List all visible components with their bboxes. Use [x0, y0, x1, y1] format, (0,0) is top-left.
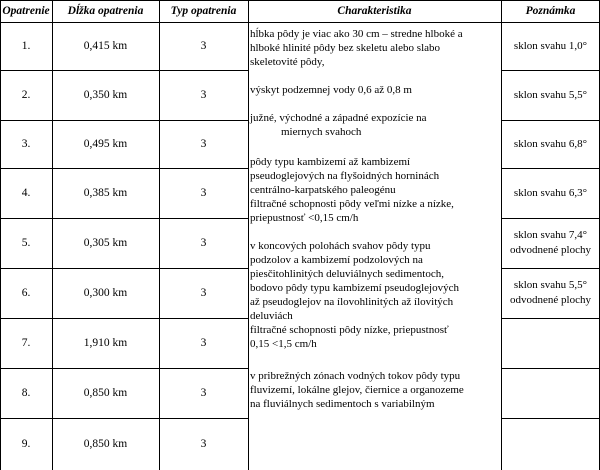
grid-hline: [501, 218, 600, 219]
header-opatrenie: Opatrenie: [2, 5, 50, 17]
row-note: [501, 218, 600, 268]
header-typ: Typ opatrenia: [170, 5, 237, 17]
char-line: bodovo pôdy typu kambizemí pseudoglejových: [250, 282, 459, 294]
char-line: v pribrežných zónach vodných tokov pôdy typu: [250, 370, 461, 382]
row-type: 3: [200, 187, 207, 199]
grid-hline: [0, 418, 249, 419]
char-line: v koncových polohách svahov pôdy typu: [250, 240, 431, 252]
char-block-exposure: [250, 111, 500, 139]
grid-hline: [501, 318, 600, 319]
char-block-groundwater: [250, 83, 500, 97]
row-note: [501, 368, 600, 418]
char-line: piesčitohlinitých deluviálnych sedimentoch,: [250, 268, 444, 280]
grid-vline: [248, 0, 249, 470]
row-id: 2.: [21, 89, 31, 101]
row-length: 0,850 km: [83, 387, 128, 399]
row-type: 3: [200, 337, 207, 349]
char-block-soil-type: [250, 155, 500, 225]
row-type: 3: [200, 89, 207, 101]
row-note: [501, 268, 600, 318]
row-note: [501, 168, 600, 218]
header-poznamka: Poznámka: [525, 5, 576, 17]
char-line: filtračné schopnosti pôdy nízke, priepustnosť: [250, 324, 449, 336]
note-line: odvodnené plochy: [510, 244, 591, 256]
row-length: 0,350 km: [83, 89, 128, 101]
note-line: sklon svahu 6,3°: [513, 186, 588, 199]
grid-hline: [501, 120, 600, 121]
row-note: [501, 318, 600, 368]
char-line: hĺbka pôdy je viac ako 30 cm – stredne hlboké a: [250, 28, 463, 40]
header-charakteristika: Charakteristika: [337, 5, 412, 17]
char-block-riparian: [250, 369, 500, 411]
char-line: deluviách: [250, 310, 293, 322]
row-id: 9.: [21, 438, 31, 450]
grid-hline: [501, 70, 600, 71]
char-line: filtračné schopnosti pôdy veľmi nízke a nízke,: [250, 198, 454, 210]
row-note: [501, 70, 600, 120]
note-line: odvodnené plochy: [510, 294, 591, 306]
row-id: 5.: [21, 237, 31, 249]
row-id: 6.: [21, 287, 31, 299]
grid-hline: [501, 168, 600, 169]
grid-hline: [0, 218, 249, 219]
note-line: sklon svahu 5,5°: [513, 279, 588, 291]
grid-hline: [0, 368, 249, 369]
note-line: sklon svahu 1,0°: [513, 39, 588, 52]
grid-vline: [159, 0, 160, 470]
char-line: hlboké hlinité pôdy bez skeletu alebo slabo: [250, 42, 441, 54]
row-note: [501, 120, 600, 168]
char-line: miernych svahoch: [281, 126, 362, 138]
row-id: 1.: [21, 40, 31, 52]
char-line: na fluviálnych sedimentoch s variabilným: [250, 398, 435, 410]
grid-hline: [0, 318, 249, 319]
grid-vline: [501, 0, 502, 470]
char-line: podzolov a kambizemí podzolových na: [250, 254, 423, 266]
row-id: 7.: [21, 337, 31, 349]
grid-hline: [0, 0, 600, 1]
row-type: 3: [200, 40, 207, 52]
grid-hline: [501, 268, 600, 269]
char-line: 0,15 <1,5 cm/h: [250, 338, 317, 350]
char-line: priepustnosť <0,15 cm/h: [250, 212, 359, 224]
row-length: 0,385 km: [83, 187, 128, 199]
char-line: pôdy typu kambizemí až kambizemí: [250, 156, 411, 168]
grid-vline: [0, 0, 1, 470]
row-type: 3: [200, 138, 207, 150]
char-line: až pseudoglejov na ílovohlinitých až ílovitých: [250, 296, 454, 308]
char-line: pseudoglejových na flyšoidných horninách: [250, 170, 440, 182]
note-line: sklon svahu 5,5°: [513, 88, 588, 101]
row-type: 3: [200, 237, 207, 249]
row-type: 3: [200, 287, 207, 299]
grid-hline: [501, 368, 600, 369]
row-length: 1,910 km: [83, 337, 128, 349]
grid-hline: [501, 418, 600, 419]
row-length: 0,305 km: [83, 237, 128, 249]
char-block-slope-ends: [250, 239, 500, 351]
note-line: sklon svahu 7,4°: [513, 229, 588, 241]
grid-hline: [0, 168, 249, 169]
header-dlzka: Dĺžka opatrenia: [67, 5, 144, 17]
char-line: centrálno-karpatského paleogénu: [250, 184, 396, 196]
row-type: 3: [200, 438, 207, 450]
row-id: 3.: [21, 138, 31, 150]
row-length: 0,495 km: [83, 138, 128, 150]
row-length: 0,415 km: [83, 40, 128, 52]
row-note: [501, 22, 600, 70]
char-line: fluvizemí, lokálne glejov, čiernice a organozeme: [250, 384, 464, 396]
char-line: výskyt podzemnej vody 0,6 až 0,8 m: [250, 84, 412, 96]
char-line: skeletovité pôdy,: [250, 56, 325, 68]
grid-hline: [0, 70, 249, 71]
grid-hline: [0, 120, 249, 121]
row-note: [501, 418, 600, 470]
row-length: 0,300 km: [83, 287, 128, 299]
grid-vline: [52, 0, 53, 470]
row-length: 0,850 km: [83, 438, 128, 450]
char-block-soil-depth: [250, 27, 500, 69]
row-id: 4.: [21, 187, 31, 199]
grid-hline: [0, 22, 600, 23]
row-id: 8.: [21, 387, 31, 399]
grid-hline: [0, 268, 249, 269]
char-line: južné, východné a západné expozície na: [250, 112, 427, 124]
note-line: sklon svahu 6,8°: [513, 137, 588, 150]
row-type: 3: [200, 387, 207, 399]
